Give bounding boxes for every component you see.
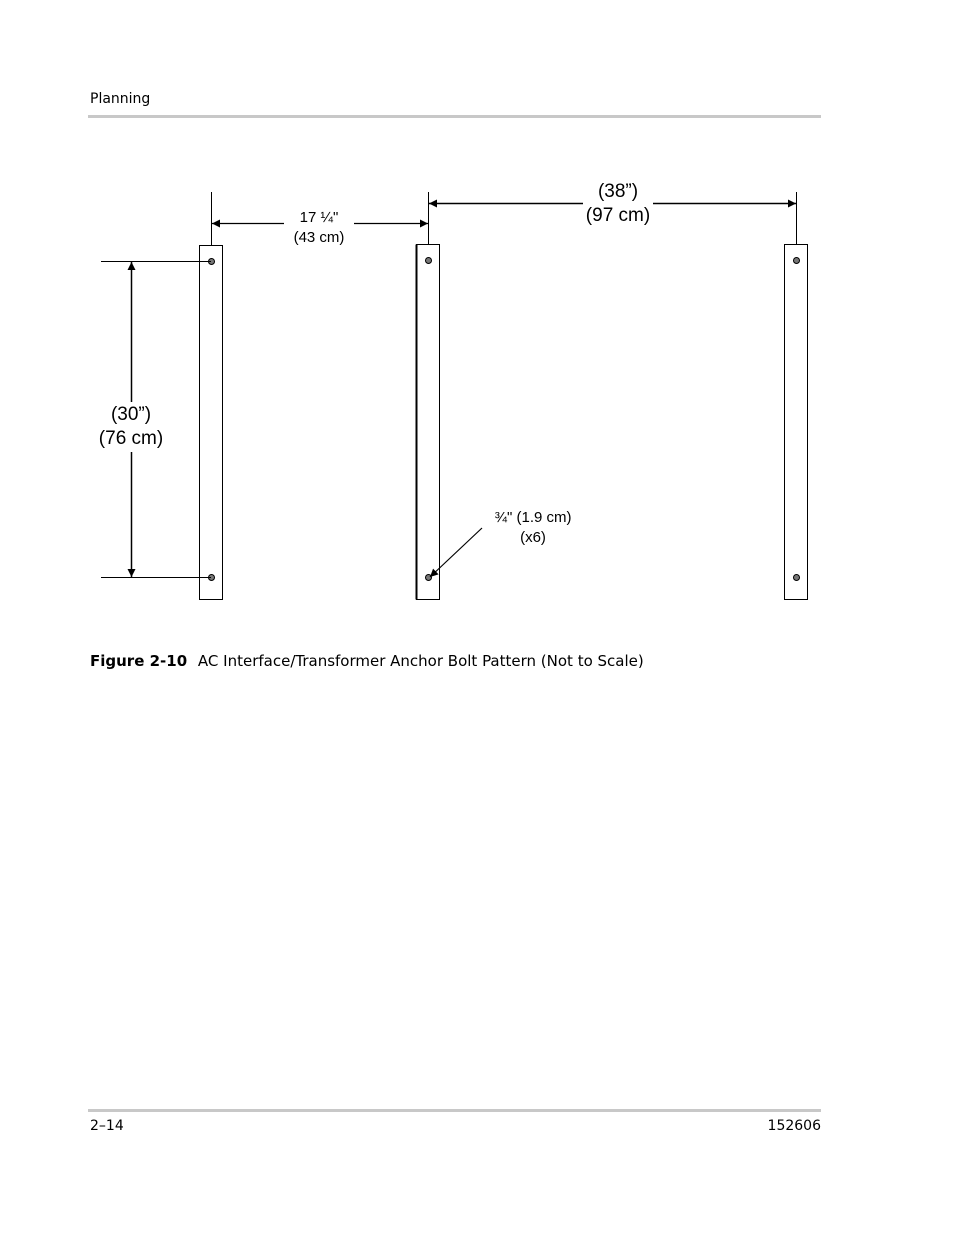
bolt-hole xyxy=(426,258,432,264)
bolt-count-label: (x6) xyxy=(520,529,546,546)
spacing-label-inches: 17 ¼" xyxy=(299,209,339,226)
bolt-hole xyxy=(426,575,432,581)
callout-leader xyxy=(430,528,482,577)
rail-middle xyxy=(417,245,440,600)
bolt-size-label: ¾" (1.9 cm) xyxy=(494,509,572,526)
figure-caption xyxy=(90,652,644,670)
spacing-label-cm: (43 cm) xyxy=(293,229,345,246)
figure-title: AC Interface/Transformer Anchor Bolt Pattern (Not to Scale) xyxy=(197,652,644,670)
rail-right xyxy=(785,245,808,600)
bolt-hole xyxy=(794,258,800,264)
footer-rule xyxy=(88,1109,821,1112)
document-number: 152606 xyxy=(767,1118,821,1134)
rail-left xyxy=(200,246,223,600)
bolt-hole xyxy=(794,575,800,581)
running-header: Planning xyxy=(90,91,151,107)
width-label-cm: (97 cm) xyxy=(585,205,651,226)
page-number: 2–14 xyxy=(90,1118,124,1134)
height-label-inches: (30”) xyxy=(110,404,152,425)
width-label-inches: (38”) xyxy=(597,181,639,202)
height-label-cm: (76 cm) xyxy=(98,428,164,449)
figure-number: Figure 2-10 xyxy=(90,652,188,670)
